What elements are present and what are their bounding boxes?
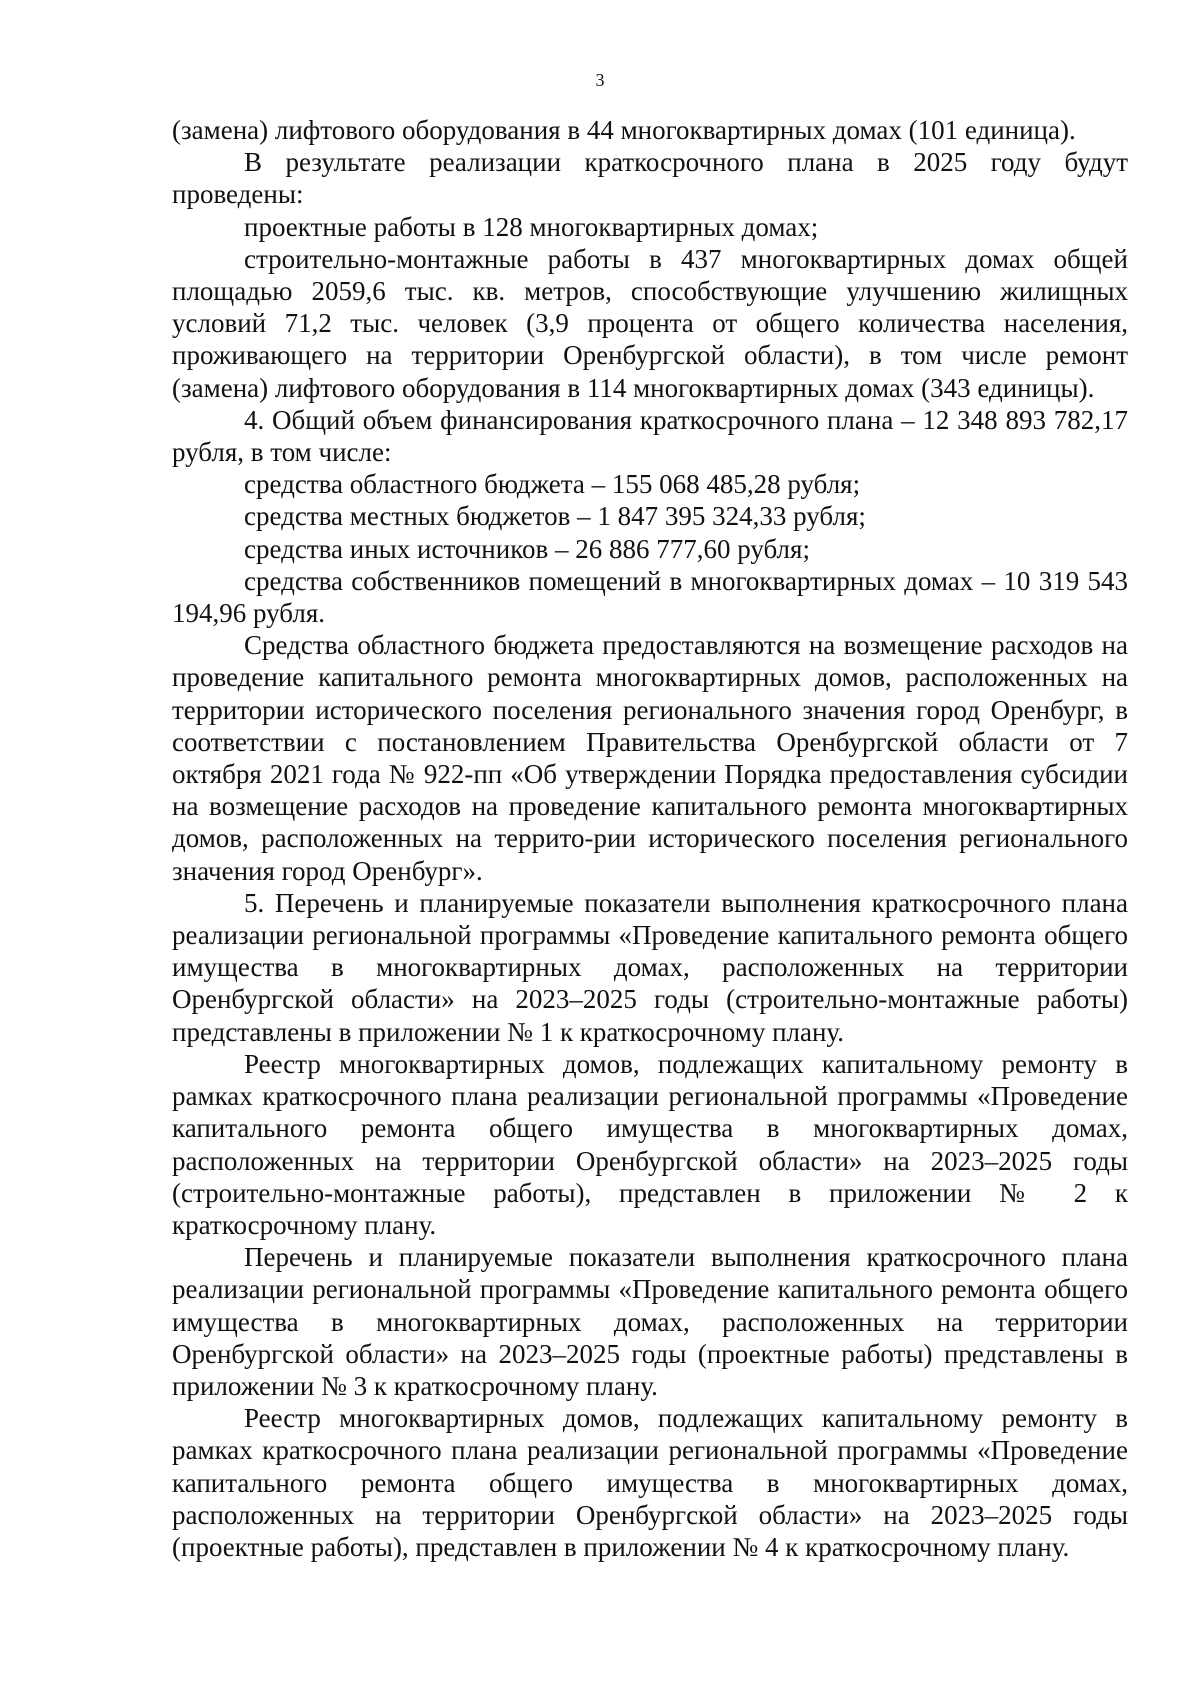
paragraph-list-appendix-3: Перечень и планируемые показатели выполнения краткосрочного плана реализации региональной программы «Проведение капитального ремонта общего имущества в многоквартирных домах, расположенных на территории Оренбургской области» на 2023–2025 годы (проектные работы) представлены в приложении № 3 к краткосрочному плану. <box>172 1242 1128 1401</box>
paragraph-results-2025-intro: В результате реализации краткосрочного плана в 2025 году будут проведены: <box>172 147 1128 210</box>
paragraph-regional-budget: средства областного бюджета – 155 068 485,28 рубля; <box>244 469 861 500</box>
paragraph-local-budgets: средства местных бюджетов – 1 847 395 324,33 рубля; <box>244 501 866 532</box>
document-body <box>172 114 1128 1563</box>
page-number: 3 <box>595 70 605 90</box>
paragraph-registry-appendix-4: Реестр многоквартирных домов, подлежащих капитальному ремонту в рамках краткосрочного плана реализации региональной программы «Проведение капитального ремонта общего имущества в многоквартирных домах, расположенных на территории Оренбургской области» на 2023–2025 годы (проектные работы), представлен в приложении № 4 к краткосрочному плану. <box>172 1403 1128 1562</box>
paragraph-design-works: проектные работы в 128 многоквартирных домах; <box>244 211 819 242</box>
paragraph-construction-works: строительно-монтажные работы в 437 многоквартирных домах общей площадью 2059,6 тыс. кв. метров, способствующие улучшению жилищных условий 71,2 тыс. человек (3,9 процента от общего количества населения, проживающего на территории Оренбургской области), в том числе ремонт (замена) лифтового оборудования в 114 многоквартирных домах (343 единицы). <box>172 243 1128 403</box>
paragraph-registry-appendix-2: Реестр многоквартирных домов, подлежащих капитальному ремонту в рамках краткосрочного плана реализации региональной программы «Проведение капитального ремонта общего имущества в многоквартирных домах, расположенных на территории Оренбургской области» на 2023–2025 годы (строительно-монтажные работы), представлен в приложении № 2 к краткосрочному плану. <box>172 1048 1128 1240</box>
paragraph-owners-funds: средства собственников помещений в многоквартирных домах – 10 319 543 194,96 рубля. <box>172 565 1128 629</box>
paragraph-regional-budget-purpose: Средства областного бюджета предоставляются на возмещение расходов на проведение капитального ремонта многоквартирных домов, расположенных на территории исторического поселения регионального значения город Оренбург, в соответствии с постановлением Правительства Оренбургской области от 7 октября 2021 года № 922-пп «Об утверждении Порядка предоставления субсидии на возмещение расходов на проведение капитального ремонта многоквартирных домов, расположенных на террито-рии исторического поселения регионального значения город Оренбург». <box>172 630 1128 886</box>
paragraph-lift-replacement-continued: (замена) лифтового оборудования в 44 многоквартирных домах (101 единица). <box>172 115 1076 145</box>
paragraph-other-sources: средства иных источников – 26 886 777,60 рубля; <box>244 533 810 564</box>
paragraph-total-funding: 4. Общий объем финансирования краткосрочного плана – 12 348 893 782,17 рубля, в том числе: <box>172 404 1128 468</box>
paragraph-item-5-appendix-1: 5. Перечень и планируемые показатели выполнения краткосрочного плана реализации региональной программы «Проведение капитального ремонта общего имущества в многоквартирных домах, расположенных на территории Оренбургской области» на 2023–2025 годы (строительно-монтажные работы) представлены в приложении № 1 к краткосрочному плану. <box>172 887 1128 1047</box>
